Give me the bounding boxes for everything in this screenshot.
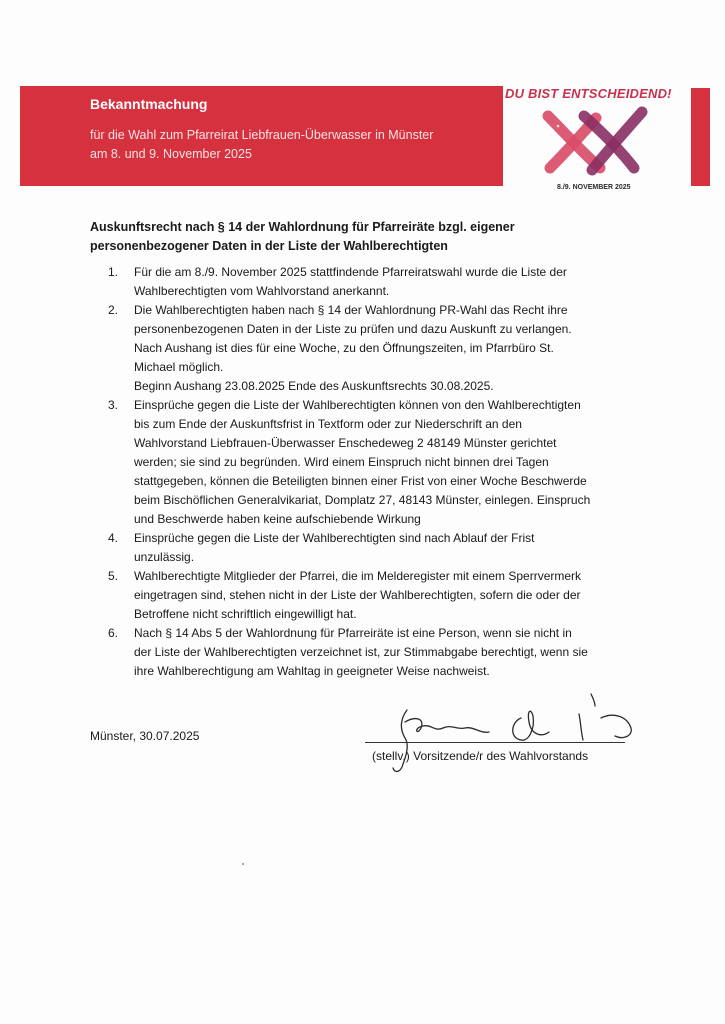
crossed-marks-icon bbox=[530, 106, 670, 186]
provisions-list bbox=[108, 263, 668, 681]
item-number: 5. bbox=[108, 569, 119, 583]
banner-subtitle-line2: am 8. und 9. November 2025 bbox=[90, 147, 252, 161]
list-item bbox=[108, 396, 668, 529]
item-text-line: bis zum Ende der Auskunftsfrist in Textform oder zur Niederschrift an den bbox=[134, 417, 522, 431]
item-text-line: beim Bischöflichen Generalvikariat, Domplatz 27, 48143 Münster, einlegen. Einspruch bbox=[134, 493, 591, 507]
banner-subtitle-line1: für die Wahl zum Pfarreirat Liebfrauen-Überwasser in Münster bbox=[90, 128, 434, 142]
signature-line bbox=[365, 742, 625, 743]
section-heading bbox=[90, 218, 600, 256]
item-text-line: Wahlberechtigte Mitglieder der Pfarrei, die im Melderegister mit einem Sperrvermerk bbox=[134, 569, 582, 583]
item-text-line: Die Wahlberechtigten haben nach § 14 der Wahlordnung PR-Wahl das Recht ihre bbox=[134, 303, 568, 317]
item-text-line: stattgegeben, können die Beteiligten binnen einer Frist von einer Woche Beschwerde bbox=[134, 474, 587, 488]
item-number: 1. bbox=[108, 265, 119, 279]
list-item bbox=[108, 624, 668, 681]
campaign-slogan: DU BIST ENTSCHEIDEND! bbox=[505, 86, 672, 101]
item-number: 6. bbox=[108, 626, 119, 640]
item-text-line: eingetragen sind, stehen nicht in der Liste der Wahlberechtigten, sofern die oder der bbox=[134, 588, 581, 602]
item-text-line: werden; sie sind zu begründen. Wird einem Einspruch nicht binnen drei Tagen bbox=[134, 455, 549, 469]
item-text-line: der Liste der Wahlberechtigten verzeichnet ist, zur Stimmabgabe berechtigt, wenn sie bbox=[134, 645, 588, 659]
item-text-line: Beginn Aushang 23.08.2025 Ende des Auskunftsrechts 30.08.2025. bbox=[134, 379, 494, 393]
item-text-line: unzulässig. bbox=[134, 550, 195, 564]
item-number: 3. bbox=[108, 398, 119, 412]
handwritten-signature bbox=[365, 688, 665, 778]
red-accent-bar bbox=[691, 88, 710, 186]
item-text-line: Einsprüche gegen die Liste der Wahlberechtigten sind nach Ablauf der Frist bbox=[134, 531, 535, 545]
item-number: 4. bbox=[108, 531, 119, 545]
item-text-line: Wahlvorstand Liebfrauen-Überwasser Enschedeweg 2 48149 Münster gerichtet bbox=[134, 436, 557, 450]
item-text-line: Michael möglich. bbox=[134, 360, 224, 374]
heading-line: personenbezogener Daten in der Liste der Wahlberechtigten bbox=[90, 239, 448, 253]
list-item bbox=[108, 567, 668, 624]
place-and-date: Münster, 30.07.2025 bbox=[90, 729, 200, 743]
banner-title: Bekanntmachung bbox=[90, 96, 208, 112]
scan-speck bbox=[242, 863, 244, 865]
item-text-line: ihre Wahlberechtigung am Wahltag in geeigneter Weise nachweist. bbox=[134, 664, 490, 678]
announcement-banner bbox=[20, 86, 503, 186]
item-text-line: Nach § 14 Abs 5 der Wahlordnung für Pfarreiräte ist eine Person, wenn sie nicht in bbox=[134, 626, 572, 640]
list-item bbox=[108, 301, 668, 396]
item-text-line: Wahlberechtigten vom Wahlvorstand anerkannt. bbox=[134, 284, 390, 298]
heading-line: Auskunftsrecht nach § 14 der Wahlordnung für Pfarreiräte bzgl. eigener bbox=[90, 220, 515, 234]
item-text-line: Betroffene nicht schriftlich eingewilligt hat. bbox=[134, 607, 357, 621]
list-item bbox=[108, 263, 668, 301]
campaign-logo bbox=[530, 106, 670, 191]
item-text-line: und Beschwerde haben keine aufschiebende Wirkung bbox=[134, 512, 421, 526]
item-number: 2. bbox=[108, 303, 119, 317]
item-text-line: Für die am 8./9. November 2025 stattfindende Pfarreiratswahl wurde die Liste der bbox=[134, 265, 567, 279]
list-item bbox=[108, 529, 668, 567]
item-text-line: Einsprüche gegen die Liste der Wahlberechtigten können von den Wahlberechtigten bbox=[134, 398, 581, 412]
campaign-date: 8./9. NOVEMBER 2025 bbox=[557, 184, 631, 191]
signature-caption: (stellv.) Vorsitzende/r des Wahlvorstands bbox=[372, 749, 589, 763]
item-text-line: Nach Aushang ist dies für eine Woche, zu den Öffnungszeiten, im Pfarrbüro St. bbox=[134, 341, 554, 355]
item-text-line: personenbezogenen Daten in der Liste zu prüfen und dazu Auskunft zu verlangen. bbox=[134, 322, 572, 336]
